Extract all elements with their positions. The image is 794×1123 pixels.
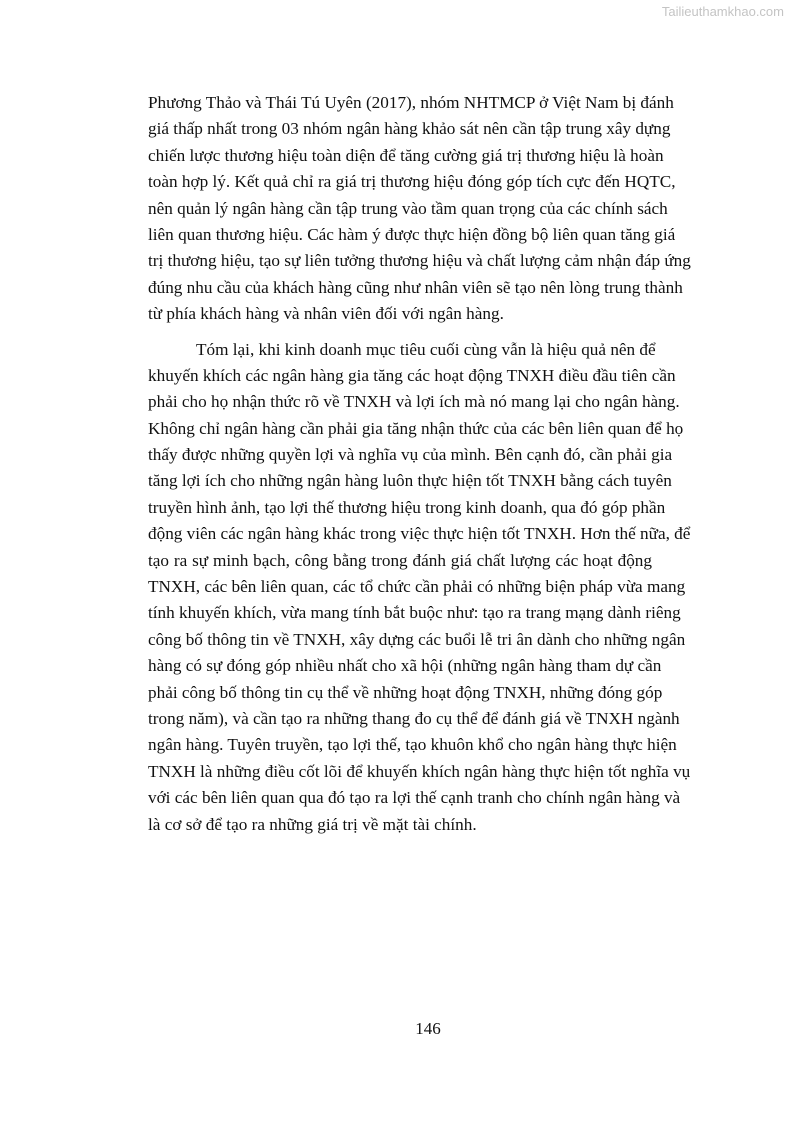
text-line: động viên các ngân hàng khác trong việc thực hiện tốt TNXH. Hơn thế nữa, để: [148, 524, 691, 544]
text-line: hàng có sự đóng góp nhiều nhất cho xã hội (những ngân hàng tham dự cần: [148, 656, 662, 676]
text-line: TNXH, các bên liên quan, các tổ chức cần phải có những biện pháp vừa mang: [148, 577, 686, 597]
text-line: phải cho họ nhận thức rõ về TNXH và lợi ích mà nó mang lại cho ngân hàng.: [148, 392, 680, 412]
paragraph: [148, 90, 691, 328]
text-line: Tóm lại, khi kinh doanh mục tiêu cuối cùng vẫn là hiệu quả nên để: [196, 339, 656, 359]
text-line: là cơ sở để tạo ra những giá trị về mặt tài chính.: [148, 814, 477, 834]
paragraph: [148, 337, 691, 838]
page-number: 146: [415, 1019, 441, 1038]
document-body: [148, 90, 691, 847]
text-line: trong năm), và cần tạo ra những thang đo cụ thể để đánh giá về TNXH ngành: [148, 708, 680, 728]
text-line: từ phía khách hàng và nhân viên đối với ngân hàng.: [148, 304, 504, 324]
text-line: tính khuyến khích, vừa mang tính bắt buộc như: tạo ra trang mạng dành riêng: [148, 603, 681, 623]
text-line: nên quản lý ngân hàng cần tập trung vào tầm quan trọng của các chính sách: [148, 198, 668, 218]
text-line: toàn hợp lý. Kết quả chỉ ra giá trị thương hiệu đóng góp tích cực đến HQTC,: [148, 172, 676, 192]
text-line: phải công bố thông tin cụ thể về những hoạt động TNXH, những đóng góp: [148, 682, 663, 702]
text-line: giá thấp nhất trong 03 nhóm ngân hàng khảo sát nên cần tập trung xây dựng: [148, 119, 671, 139]
text-line: với các bên liên quan qua đó tạo ra lợi thế cạnh tranh cho chính ngân hàng và: [148, 788, 681, 808]
text-line: Phương Thảo và Thái Tú Uyên (2017), nhóm NHTMCP ở Việt Nam bị đánh: [148, 93, 674, 112]
text-line: Không chỉ ngân hàng cần phải gia tăng nhận thức của các bên liên quan để họ: [148, 418, 684, 438]
text-line: khuyến khích các ngân hàng gia tăng các hoạt động TNXH điều đầu tiên cần: [148, 365, 676, 385]
text-line: tăng lợi ích cho những ngân hàng luôn thực hiện tốt TNXH bằng cách tuyên: [148, 471, 672, 491]
text-line: đúng nhu cầu của khách hàng cũng như nhân viên sẽ tạo nên lòng trung thành: [148, 277, 683, 297]
text-line: truyền hình ảnh, tạo lợi thế thương hiệu trong kinh doanh, qua đó góp phần: [148, 497, 666, 517]
text-line: thấy được những quyền lợi và nghĩa vụ của mình. Bên cạnh đó, cần phải gia: [148, 445, 673, 465]
text-line: TNXH là những điều cốt lõi để khuyến khích ngân hàng thực hiện tốt nghĩa vụ: [148, 761, 691, 781]
text-line: tạo ra sự minh bạch, công bằng trong đánh giá chất lượng các hoạt động: [148, 550, 652, 570]
text-line: ngân hàng. Tuyên truyền, tạo lợi thế, tạo khuôn khổ cho ngân hàng thực hiện: [148, 735, 677, 755]
text-line: công bố thông tin về TNXH, xây dựng các buổi lễ tri ân dành cho những ngân: [148, 629, 686, 649]
text-line: trị thương hiệu, tạo sự liên tưởng thương hiệu và chất lượng cảm nhận đáp ứng: [148, 251, 691, 271]
text-line: chiến lược thương hiệu toàn diện để tăng cường giá trị thương hiệu là hoàn: [148, 145, 664, 165]
watermark: Tailieuthamkhao.com: [661, 4, 784, 19]
text-line: liên quan thương hiệu. Các hàm ý được thực hiện đồng bộ liên quan tăng giá: [148, 224, 676, 244]
